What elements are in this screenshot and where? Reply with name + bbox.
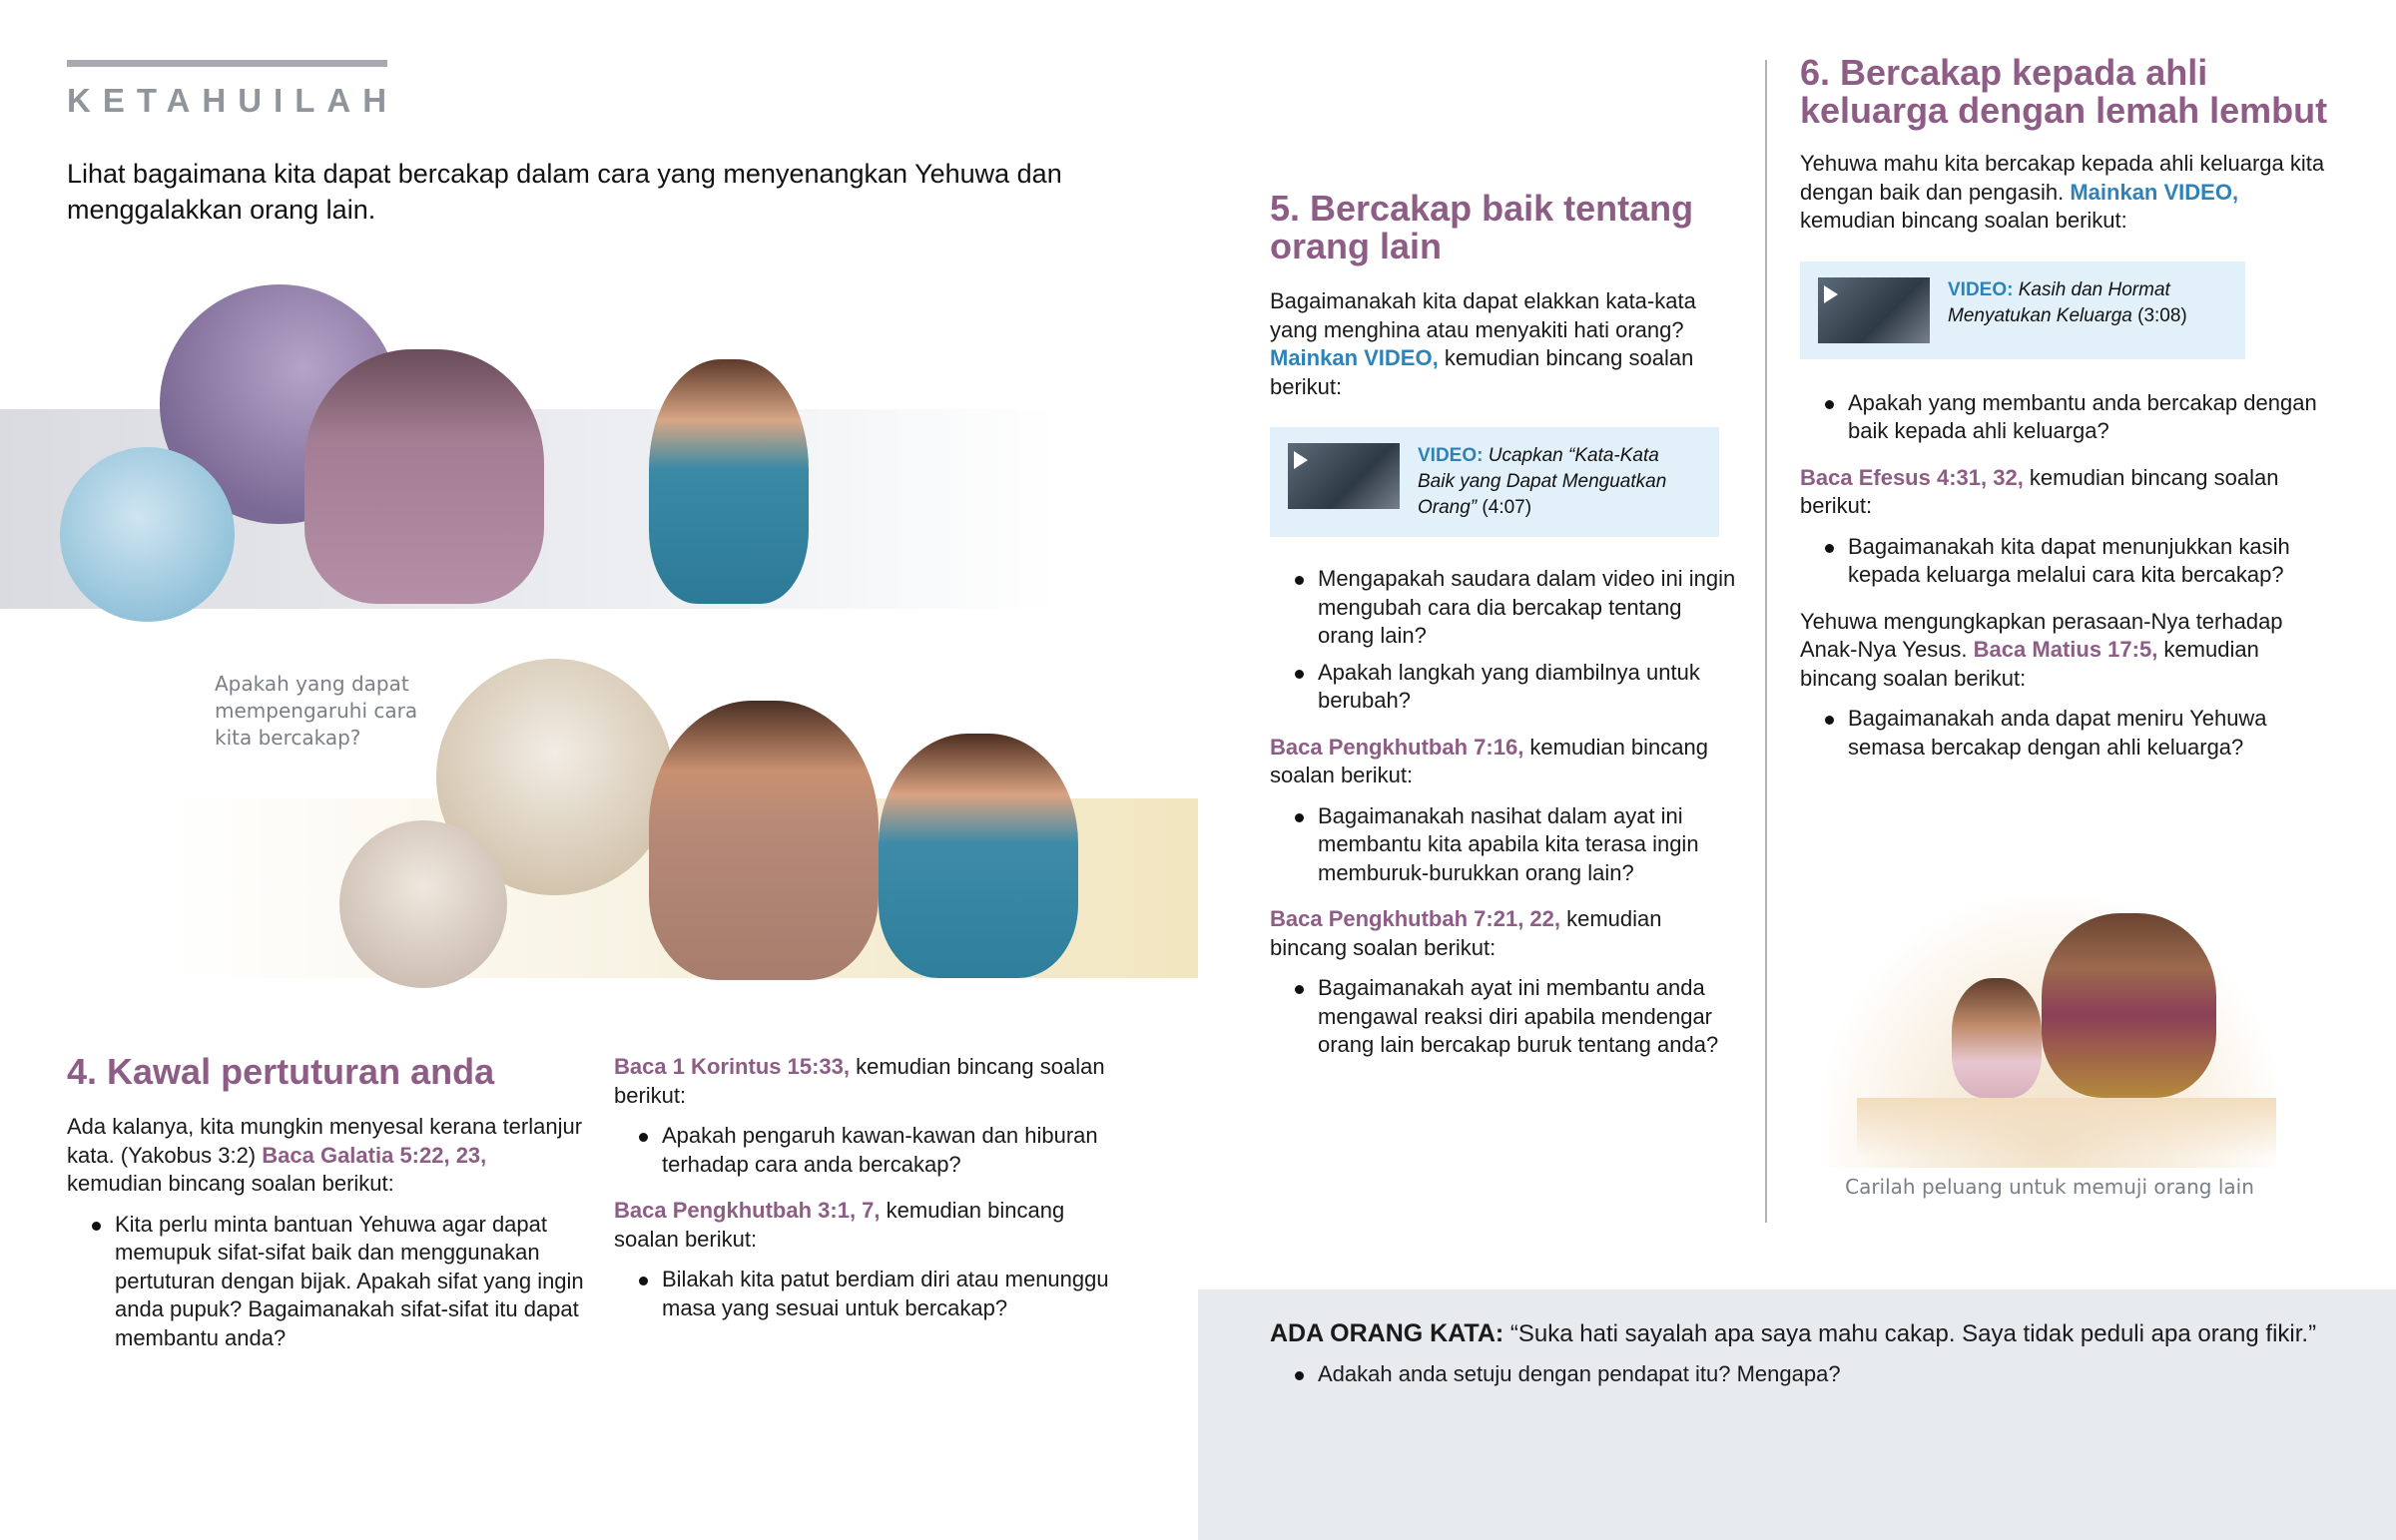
section-6-paragraph-2: Yehuwa mengungkapkan perasaan-Nya terhadap Anak-Nya Yesus. Baca Matius 17:5, kemudian bincang soalan berikut: <box>1800 608 2283 691</box>
video-card[interactable] <box>1800 261 2245 359</box>
reading-instruction: Baca Pengkhutbah 7:16, kemudian bincang soalan berikut: <box>1270 734 1708 787</box>
play-icon <box>1824 285 1838 303</box>
play-video-link[interactable]: Mainkan VIDEO, <box>1270 345 1439 370</box>
music-listening-bubble-image <box>60 447 235 622</box>
list-item: Bagaimanakah anda dapat meniru Yehuwa semasa bercakap dengan ahli keluarga? <box>1800 705 2339 762</box>
list-item: Bilakah kita patut berdiam diri atau menunggu masa yang sesuai untuk bercakap? <box>614 1266 1133 1322</box>
angry-man-figure <box>304 349 544 604</box>
list-item: Bagaimanakah nasihat dalam ayat ini membantu kita apabila kita terasa ingin memburuk-burukkan orang lain? <box>1270 802 1739 888</box>
bible-reading-bubble-image <box>339 820 507 988</box>
mother-figure <box>2042 913 2216 1098</box>
video-thumbnail[interactable] <box>1288 443 1400 509</box>
video-thumbnail[interactable] <box>1818 277 1930 343</box>
question-list <box>1270 974 1739 1060</box>
scripture-link[interactable]: Baca Pengkhutbah 3:1, 7, <box>614 1198 881 1223</box>
scripture-link[interactable]: Baca Pengkhutbah 7:21, 22, <box>1270 906 1560 931</box>
section-4-heading: 4. Kawal pertuturan anda <box>67 1051 495 1092</box>
question-list <box>1270 565 1739 716</box>
intro-text: Lihat bagaimana kita dapat bercakap dalam cara yang menyenangkan Yehuwa dan menggalakkan orang lain. <box>67 159 1062 225</box>
question-list <box>1800 533 2339 590</box>
question-list <box>1800 389 2339 446</box>
scripture-link[interactable]: Baca Matius 17:5, <box>1973 637 2158 662</box>
woman-figure-top <box>649 359 809 604</box>
section-4-continued <box>614 1053 1133 1330</box>
table-illustration <box>1857 1098 2276 1158</box>
scripture-link[interactable]: Baca Galatia 5:22, 23, <box>262 1142 487 1168</box>
reading-instruction: Baca Pengkhutbah 3:1, 7, kemudian bincang soalan berikut: <box>614 1198 1065 1252</box>
list-item: Apakah pengaruh kawan-kawan dan hiburan terhadap cara anda bercakap? <box>614 1122 1133 1179</box>
section-4 <box>67 1053 586 1360</box>
list-item: Bagaimanakah ayat ini membantu anda mengawal reaksi diri apabila mendengar orang lain bercakap buruk tentang anda? <box>1270 974 1739 1060</box>
video-info: VIDEO: Ucapkan “Kata-Kata Baik yang Dapat Menguatkan Orang” (4:07) <box>1418 445 1667 518</box>
page-title: KETAHUILAH <box>67 82 399 119</box>
column-divider <box>1765 60 1767 1223</box>
list-item: Apakah langkah yang diambilnya untuk berubah? <box>1270 659 1739 716</box>
video-duration: (3:08) <box>2137 304 2187 326</box>
video-card[interactable] <box>1270 427 1719 537</box>
section-6-heading: 6. Bercakap kepada ahli keluarga dengan lemah lembut <box>1800 52 2328 131</box>
list-item: Apakah yang membantu anda bercakap dengan baik kepada ahli keluarga? <box>1800 389 2339 446</box>
list-item: Mengapakah saudara dalam video ini ingin mengubah cara dia bercakap tentang orang lain? <box>1270 565 1739 651</box>
illustration-caption: Apakah yang dapat mempengaruhi cara kita bercakap? <box>215 672 418 750</box>
question-list <box>614 1122 1133 1179</box>
footer-quote: ADA ORANG KATA: “Suka hati sayalah apa saya mahu cakap. Saya tidak peduli apa orang fikir.” <box>1270 1319 2317 1347</box>
list-item: Adakah anda setuju dengan pendapat itu? Mengapa? <box>1270 1360 2368 1389</box>
footer-content <box>1270 1317 2368 1397</box>
play-icon <box>1294 451 1308 469</box>
reading-instruction: Baca 1 Korintus 15:33, kemudian bincang soalan berikut: <box>614 1054 1105 1108</box>
video-title: Ucapkan “Kata-Kata Baik yang Dapat Menguatkan Orang” <box>1418 445 1667 518</box>
child-figure <box>1952 978 2042 1098</box>
video-duration: (4:07) <box>1482 497 1532 518</box>
question-list <box>1270 802 1739 888</box>
list-item: Kita perlu minta bantuan Yehuwa agar dapat memupuk sifat-sifat baik dan menggunakan pertuturan dengan bijak. Apakah sifat yang ingin anda pupuk? Bagaimanakah sifat-sifat itu dapat membantu anda? <box>67 1211 586 1353</box>
header-rule <box>67 60 387 67</box>
question-list <box>614 1266 1133 1322</box>
calm-man-figure <box>649 701 879 980</box>
section-5 <box>1270 190 1739 1068</box>
section-6 <box>1800 54 2339 770</box>
video-title: Kasih dan Hormat Menyatukan Keluarga <box>1948 278 2170 326</box>
scripture-link[interactable]: Baca Efesus 4:31, 32, <box>1800 464 2024 490</box>
section-5-heading: 5. Bercakap baik tentang orang lain <box>1270 188 1694 266</box>
woman-figure-bottom <box>879 734 1078 978</box>
section-4-paragraph: Ada kalanya, kita mungkin menyesal kerana terlanjur kata. (Yakobus 3:2) Baca Galatia 5:22, 23, kemudian bincang soalan berikut: <box>67 1114 583 1196</box>
reading-instruction: Baca Pengkhutbah 7:21, 22, kemudian bincang soalan berikut: <box>1270 906 1662 960</box>
video-info: VIDEO: Kasih dan Hormat Menyatukan Keluarga (3:08) <box>1948 278 2187 326</box>
section-4-questions <box>67 1211 586 1353</box>
list-item: Bagaimanakah kita dapat menunjukkan kasih kepada keluarga melalui cara kita bercakap? <box>1800 533 2339 590</box>
footer-label: ADA ORANG KATA: <box>1270 1319 1504 1347</box>
section-5-paragraph: Bagaimanakah kita dapat elakkan kata-kata yang menghina atau menyakiti hati orang? Mainkan VIDEO, kemudian bincang soalan berikut: <box>1270 288 1696 399</box>
reading-instruction: Baca Efesus 4:31, 32, kemudian bincang soalan berikut: <box>1800 464 2279 518</box>
question-list <box>1800 705 2339 762</box>
question-list <box>1270 1360 2368 1389</box>
scripture-link[interactable]: Baca 1 Korintus 15:33, <box>614 1054 850 1079</box>
illustration-caption: Carilah peluang untuk memuji orang lain <box>1845 1175 2254 1199</box>
play-video-link[interactable]: Mainkan VIDEO, <box>2070 179 2239 205</box>
section-6-paragraph: Yehuwa mahu kita bercakap kepada ahli keluarga kita dengan baik dan pengasih. Mainkan VIDEO, kemudian bincang soalan berikut: <box>1800 151 2325 233</box>
scripture-link[interactable]: Baca Pengkhutbah 7:16, <box>1270 734 1524 760</box>
